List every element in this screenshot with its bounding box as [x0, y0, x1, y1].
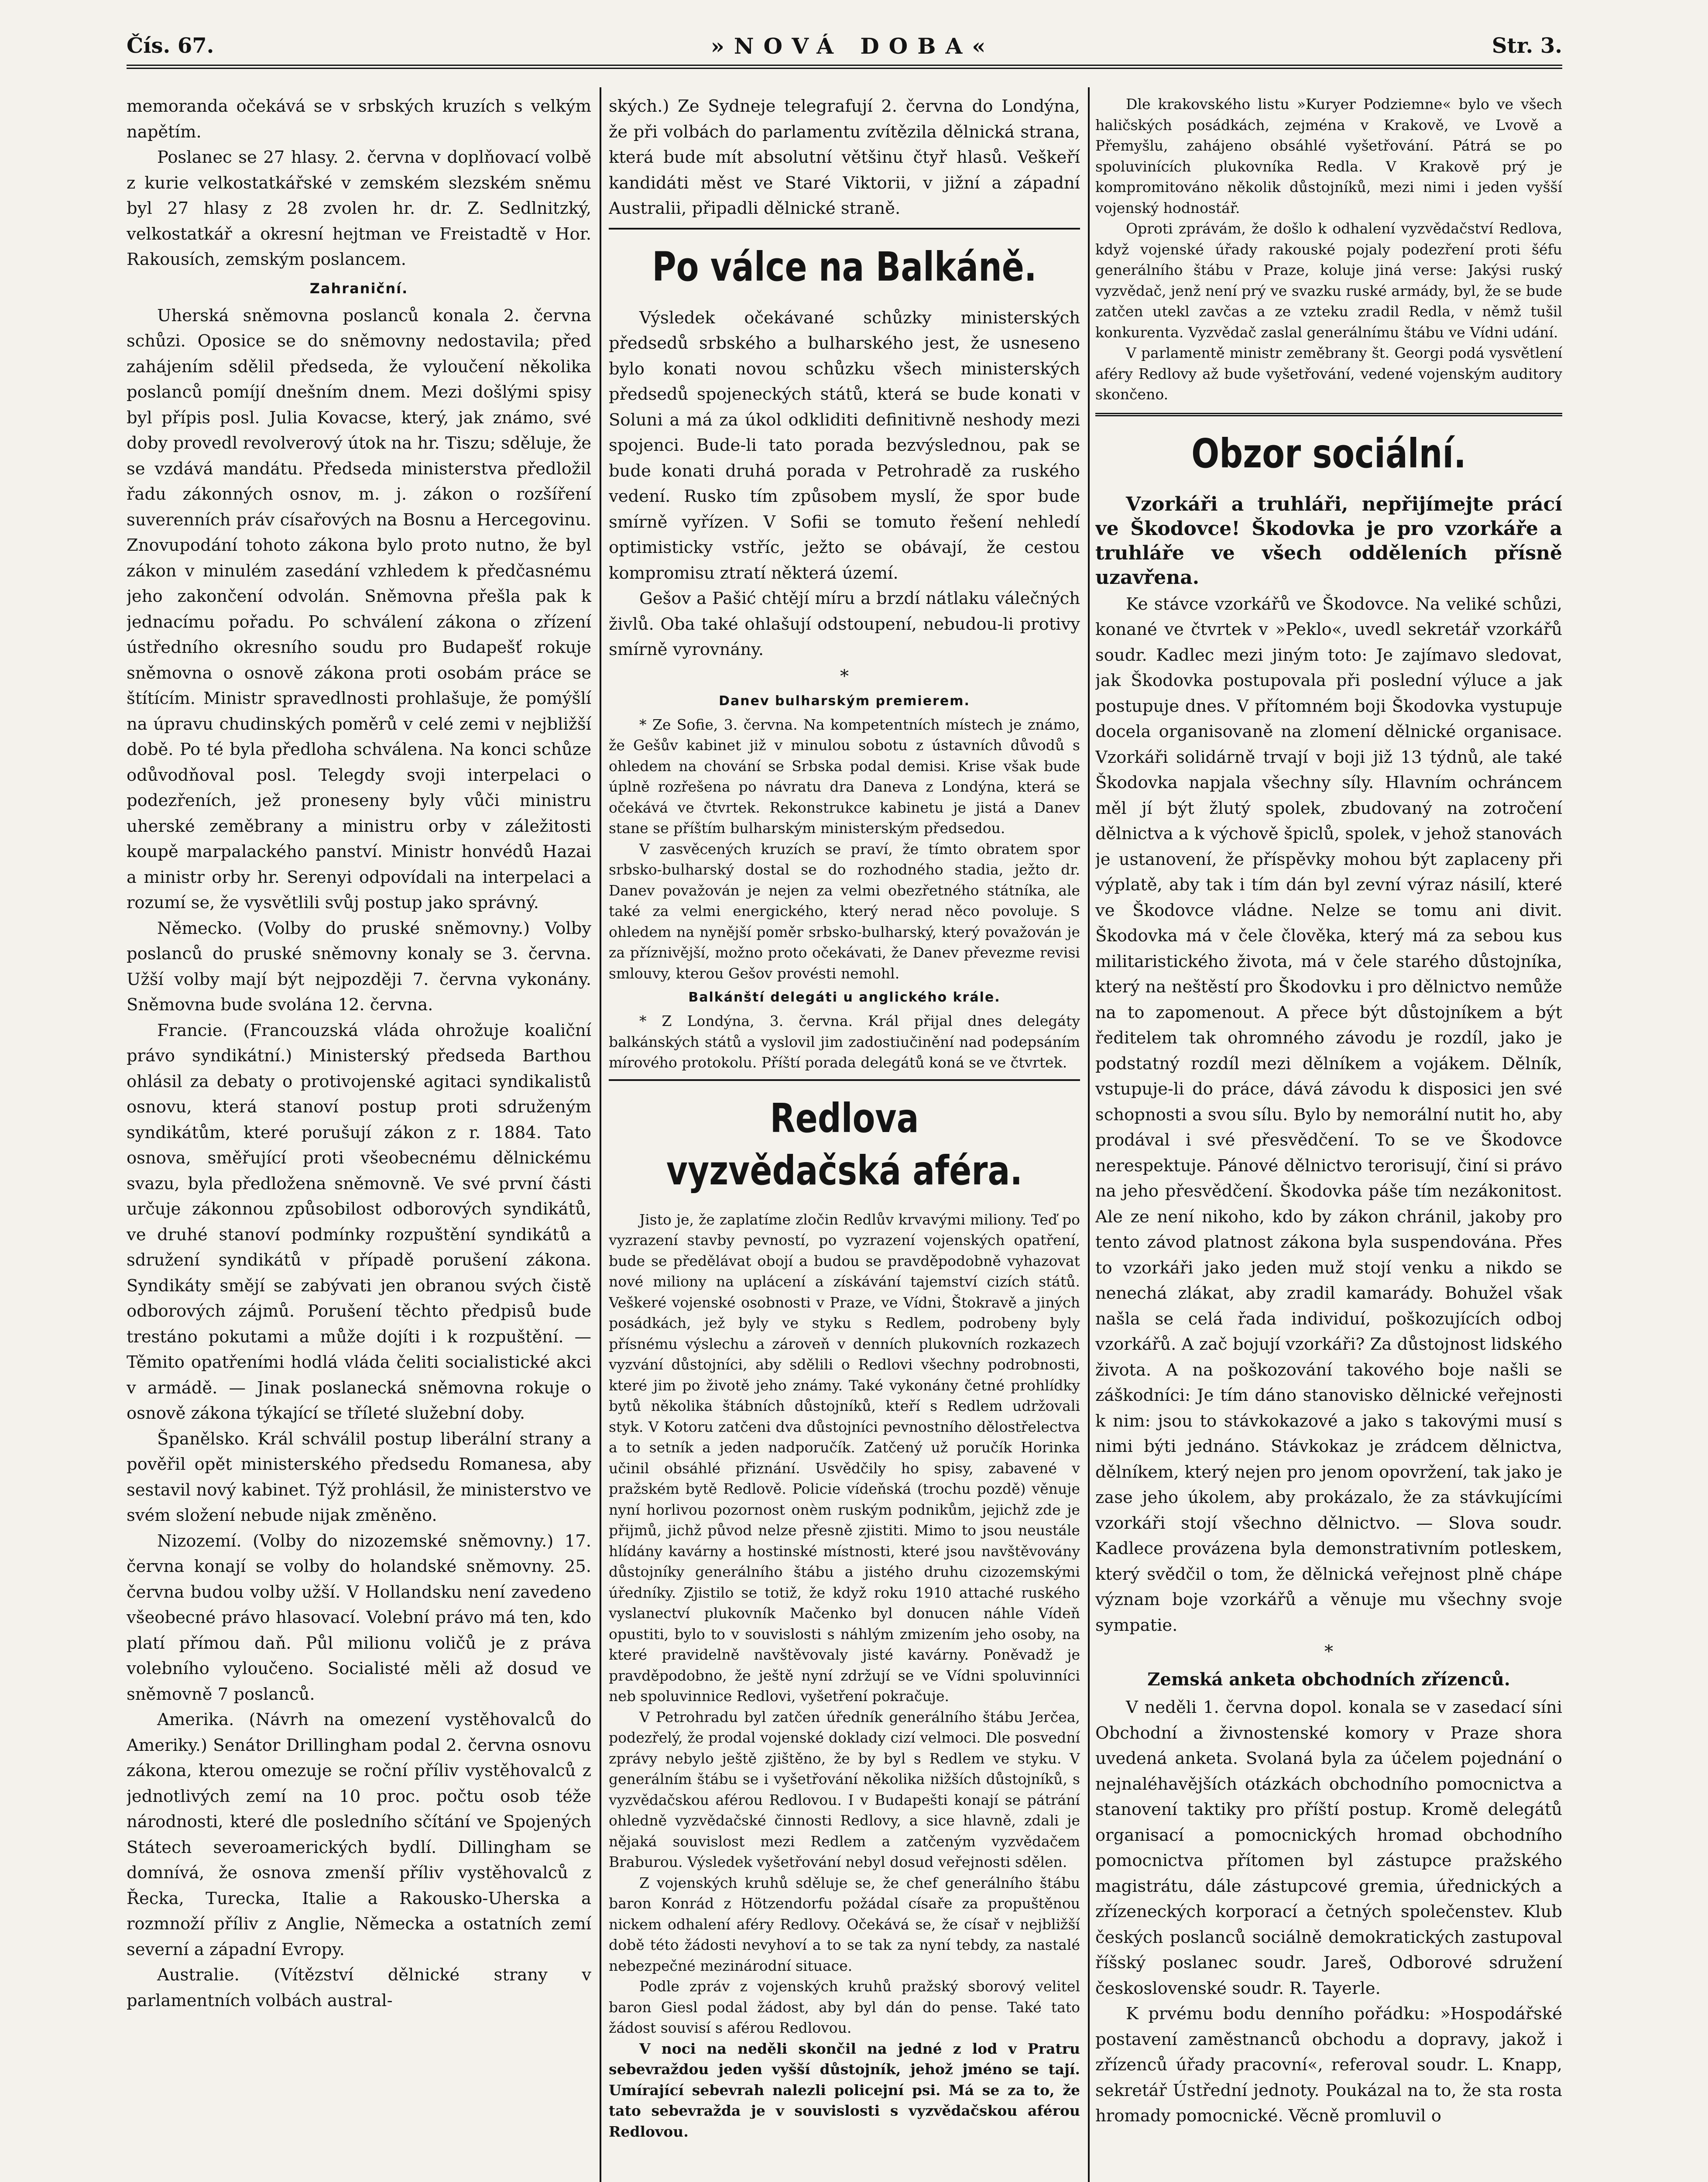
- paragraph: K prvému bodu denního pořádku: »Hospodářské postavení zaměstnanců obchodu a dopravy, jakož i zřízenců úřady pracovní«, referoval soudr. L. Knapp, sekretář Ústřední jednoty. Poukázal na to, že sta rosta hromady pomocnické. Věcně promluvil o: [1095, 2004, 1562, 2126]
- section-rubric: Zahraniční.: [309, 280, 408, 297]
- paragraph: memoranda očekává se v srbských kruzích s velkým napětím.: [127, 96, 591, 142]
- paragraph: Dle krakovského listu »Kuryer Podziemne« bylo ve všech haličských posádkách, zejména v Krakově, ve Lvově a Přemyšlu, zahájeno obsáhlé vyšetřování. Pátrá se po spoluvinících plukovníka Redla. V Krakově prý je kompromitováno několik důstojníků, mezi nimi i jeden vyšší vojenský hodnostář.: [1095, 96, 1562, 216]
- issue-number: Čís. 67.: [127, 34, 214, 58]
- paragraph: Jisto je, že zaplatíme zločin Redlův krvavými miliony. Teď po vyzrazení stavby pevností, po vyzrazení vojenských opatření, bude se předělávat obojí a budou se pravděpodobně vyhazovat nové miliony na uplácení a získávání tajemství cizích států. Veškeré vojenské osobnosti v Praze, ve Vídni, Štokravě a jiných posádkách, jež byly ve styku s Redlem, podrobeny byly přísnému výslechu a zároveň v denních plukovních rozkazech vyzvání důstojníci, aby sdělili o Redlovi všechny podrobnosti, které jim po životě jeho známy. Také vykonány četné prohlídky bytů několika štábních důstojníků, kteří s Redlem udržovali styk. V Kotoru zatčeni dva důstojníci pevnostního dělostřelectva a to setník a jeden nadporučík. Zatčený už poručík Horinka učinil obsáhlé přiznání. Usvědčily ho spisy, zabavené v pražském bytě Redlově. Policie vídeňská (trochu pozdě) věnuje nyní horlivou pozornost onèm ruským podnikům, jejichž zde je přijmů, jichž původ nelze přesně zjistiti. Mimo to jsou neustále hlídány kavárny a hostinské místnosti, které jsou navštěvovány důstojníky generálního štábu a jistého druhu cizozemskými úředníky. Zjistilo se totiž, že když roku 1910 attaché ruského vyslanectví plukovník Mačenko byl donucen náhle Vídeň opustiti, bylo to v souvislosti s náhlým zmizením jeho osoby, na které pravidelně navštěvovaly jisté kavárny. Poněvadž je pravděpodobno, že ještě nyní zdržují se ve Vídni spoluvinníci neb spoluvinnice Redlovi, vyšetření pokračuje.: [609, 1211, 1080, 1705]
- headline: Obzor sociální.: [1191, 430, 1466, 477]
- page-number: Str. 3.: [1492, 34, 1562, 58]
- column-2: [609, 94, 1080, 2182]
- paragraph: Z vojenských kruhů sděluje se, že chef generálního štábu baron Konrád z Hötzendorfu požádal císaře za propuštěnou nickem odhalení aféry Redlovy. Očekává se, že císař v nejbližší době této žádosti nevyhoví a to se tak za nyní tebdy, za nastalé nebezpečné mezinárodní situace.: [609, 1874, 1080, 1974]
- paragraph: Ke stávce vzorkářů ve Škodovce. Na veliké schůzi, konané ve čtvrtek v »Peklo«, uvedl sekretář vzorkářů soudr. Kadlec mezi jiným toto: Je zajímavo sledovat, jak Škodovka postupovala při poslední výluce a jak postupuje dnes. V přítomném boji Škodovka vystupuje docela organisovaně na zlomení dělnické organisace. Vzorkáři solidárně trvají v boji již 13 týdnů, ale také Škodovka napjala všechny síly. Hlavním ochráncem měl jí být žlutý spolek, zbudovaný na zotročení dělnictva a k výchově špiclů, spolek, v jehož stanovách je ustanovení, že příspěvky mohou být zaplaceny při výplatě, aby tak i tím dán byl zevní výraz násilí, které ve Škodovce vládne. Nelze se tomu ani divit. Škodovka má v čele člověka, který má za sebou kus militaristického života, má v čele starého důstojníka, který na neštěstí pro Škodovku i pro dělnictvo nemůže na to zapomenout. A přece být důstojníkem a být ředitelem tak ohromného závodu je rozdíl, jako je podstatný rozdíl mezi dělníkem a vojákem. Dělník, vstupuje-li do práce, dává závodu k disposici jen své schopnosti a svou sílu. Bylo by nemorální nutit ho, aby prodával i své přesvědčení. To se ve Škodovce nerespektuje. Pánové dělnictvo terorisují, činí si právo na jeho přesvědčení. Škodovka páše tím nezákonitost. Ale ze není nikoho, kdo by zákon chránil, jakoby pro tento závod platnost zákona byla suspendována. Přes to vzorkáři jako jeden muž stojí venku a nikdo se nenechá zlákat, aby zradil kamarády. Bohužel však našla se celá řada individuí, poškozujících odboj vzorkářů. A zač bojují vzorkáři? Za důstojnost lidského života. A na poškozování takového boje našli se záškodníci: Je tím dáno stanovisko dělnické veřejnosti k nim: jsou to stávkokazové a jako s takovými musí s nimi býti jednáno. Stávkokaz je zrádcem dělnictva, dělníkem, který nejen pro jenom opovržení, tak jako je zase jeho úkolem, aby prokázalo, že za stávkujícími vzorkáři stojí všechno dělnictvo. — Slova soudr. Kadlece provázena byla demonstrativním potleskem, který svědčil o tom, že dělnická veřejnost plně chápe význam boje vzorkářů a věnuje mu všechny svoje sympatie.: [1095, 594, 1562, 1635]
- paragraph: Gešov a Pašić chtějí míru a brzdí nátlaku válečných živlů. Oba také ohlašují odstoupení, nebudou-li protivy smírně vyrovnány.: [609, 589, 1080, 659]
- paragraph: ských.) Ze Sydneje telegrafují 2. června do Londýna, že při volbách do parlamentu zvítězila dělnická strana, která bude mít absolutní většinu čtyř hlasů. Veškeří kandidáti měst ve Staré Viktorii, v jižní a západní Australii, připadli dělnické straně.: [609, 96, 1080, 218]
- paragraph: Španělsko. Král schválil postup liberální strany a pověřil opět ministerského předsedu Romanesa, aby sestavil nový kabinet. Týž prohlásil, že ministerstvo ve svém složení nebude nijak změněno.: [127, 1429, 591, 1525]
- paragraph: Poslanec se 27 hlasy. 2. června v doplňovací volbě z kurie velkostatkářské v zemském slezském sněmu byl 27 hlasy z 28 zvolen hr. dr. Z. Sedlnitzký, velkostatkář a okresní hejtman ve Freistadtě v Hor. Rakousích, zemským poslancem.: [127, 148, 591, 269]
- lead-paragraph: Vzorkáři a truhláři, nepřijímejte prácí ve Škodovce! Škodovka je pro vzorkáře a truhláře ve všech odděleních přísně uzavřena.: [1095, 493, 1562, 589]
- paragraph: V noci na neděli skončil na jedné z lod v Pratru sebevraždou jeden vyšší důstojník, jehož jméno se tají. Umírající sebevrah nalezli policejní psi. Má se za to, že tato sebevražda je v souvislosti s vyzvědačskou aférou Redlovou.: [609, 2040, 1080, 2140]
- section-rule: [609, 228, 1080, 230]
- column-3: [1095, 94, 1562, 2182]
- separator-star: *: [1324, 1642, 1333, 1662]
- column-1: [127, 94, 591, 2182]
- section-rule: [609, 1079, 1080, 1081]
- paragraph: Amerika. (Návrh na omezení vystěhovalců do Ameriky.) Senátor Drillingham podal 2. června osnovu zákona, kterou omezuje se roční příliv vystěhovalců z jednotlivých zemí na 10 proc. počtu osob téže národnosti, které dle posledního sčítání ve Spojených Státech severoamerických bydlí. Dillingham se domnívá, že osnova zmenší příliv vystěhovalců z Řecka, Turecka, Italie a Rakousko-Uherska a rozmnoží příliv z Anglie, Německa a ostatních zemí severní a západní Evropy.: [127, 1710, 591, 1959]
- subtitle: Zemská anketa obchodních zřízenců.: [1147, 1669, 1510, 1690]
- paragraph: Francie. (Francouzská vláda ohrožuje koaliční právo syndikátní.) Ministerský předseda Barthou ohlásil za debaty o protivojenské agitaci syndikalistů osnovu, která stanoví postup proti sdruženým syndikátům, které porušují zákon z r. 1884. Tato osnova, směřující proti všeobecnému dělnickému svazu, byla předložena sněmovně. Ve své první části určuje zákonnou způsobilost odborových syndikátů, ve druhé stanoví podmínky rozpuštění syndikátů a sdružení syndikátů v případě porušení zákona. Syndikáty smějí se zabývati jen obranou svých čistě odborových zájmů. Porušení těchto předpisů bude trestáno pokutami a může dojíti i k rozpuštění. — Těmito opatřeními hodlá vláda čeliti socialistické akci v armádě. — Jinak poslanecká sněmovna rokuje o osnově zákona týkající se tříleté služební doby.: [127, 1020, 591, 1423]
- paragraph: Výsledek očekávané schůzky ministerských předsedů srbského a bulharského jest, že usneseno bylo konati novou schůzku všech ministerských předsedů spojeneckých států, která se bude konati v Soluni a má za úkol odkliditi definitivně neshody mezi spojenci. Bude-li tato porada bezvýslednou, pak se bude konati druhá porada v Petrohradě za ruského vedení. Rusko tím způsobem myslí, že spor bude smírně vyřízen. V Sofii se tomuto řešení nehledí optimisticky vstříc, ježto se obávají, že cestou kompromisu ztratí některá území.: [609, 308, 1080, 583]
- paragraph: V zasvěcených kruzích se praví, že tímto obratem spor srbsko-bulharský dostal se do rozhodného stadia, ježto dr. Danev považován je nejen za velmi obezřetného státníka, ale také za velmi energického, který nerad něco povoluje. S ohledem na nynější poměr srbsko-bulharský, který považován je za příznivější, možno proto očekávati, že Danev převezme revisi smlouvy, kterou Gešov provésti nemohl.: [609, 840, 1080, 982]
- page-header: [127, 26, 1562, 65]
- masthead-title: »NOVÁ DOBA«: [710, 33, 995, 59]
- paragraph: Nizozemí. (Volby do nizozemské sněmovny.) 17. června konají se volby do holandské sněmovny. 25. června budou volby užší. V Hollandsku není zavedeno všeobecné právo hlasovací. Volební právo má ten, kdo platí přímou daň. Půl milionu voličů je z práva volebního vyloučeno. Socialisté měli až dosud ve sněmovně 7 poslanců.: [127, 1531, 591, 1704]
- paragraph: * Z Londýna, 3. června. Král přijal dnes delegáty balkánských států a vyslovil jim zadostiučinění nad podepsáním mírového protokolu. Příští porada delegátů koná se ve čtvrtek.: [609, 1012, 1080, 1071]
- header-rule: [127, 65, 1562, 69]
- section-rule: [1095, 413, 1562, 416]
- paragraph: Německo. (Volby do pruské sněmovny.) Volby poslanců do pruské sněmovny konaly se 3. června. Užší volby mají být nejpozději 7. června vykonány. Sněmovna bude svolána 12. června.: [127, 918, 591, 1015]
- column-divider: [1088, 87, 1090, 2182]
- paragraph: V Petrohradu byl zatčen úředník generálního štábu Jerčea, podezřelý, že prodal vojenské doklady cizí velmoci. Dle posvední zprávy nebylo ještě zjištěno, že by byl s Redlem ve styku. V generálním štábu se i vyšetřování několika nižších důstojníků, s vyzvědačskou aférou Redlovou. I v Budapešti konají se pátrání ohledně vyzvědačské činnosti Redlovy, a sice hlavně, zdali je nějaká souvislost mezi Redlem a zatčeným vyzvědačem Braburou. Výsledek vyšetřování nebyl dosud veřejnosti sdělen.: [609, 1708, 1080, 1870]
- paragraph: V neděli 1. června dopol. konala se v zasedací síni Obchodní a živnostenské komory v Praze shora uvedená anketa. Svolaná byla za účelem pojednání o nejnaléhavějších otázkách obchodního pomocnictva a stanovení taktiky pro příští postup. Kromě delegátů organisací a pomocnických hromad obchodního pomocnictva přítomen byl zástupce pražského magistrátu, dále zástupcové gremia, úřednických a zřízeneckých korporací a četných společenstev. Klub českých poslanců sociálně demokratických zastupoval říšský poslanec soudr. Jareš, Odborové sdružení československé soudr. R. Tayerle.: [1095, 1698, 1562, 1998]
- section-rubric: Danev bulharským premierem.: [719, 693, 970, 709]
- paragraph: Australie. (Vítězství dělnické strany v parlamentních volbách austral-: [127, 1965, 591, 2010]
- paragraph: V parlamentě ministr zeměbrany št. Georgi podá vysvětlení aféry Redlovy až bude vyšetřování, vedené vojenským auditory skončeno.: [1095, 344, 1562, 403]
- paragraph: Oproti zprávám, že došlo k odhalení vyzvědačství Redlova, když vojenské úřady rakouské pojaly podezření proti šéfu generálního štábu v Praze, koluje jiná verse: Jakýsi ruský vyzvědač, jenž není prý ve svazku ruské armády, byl, že se bude zatčen utekl zavčas a ze vzteku zradil Redla, v němž tušil konkurenta. Vyzvědač zaslal generálnímu štábu ve Vídni udání.: [1095, 220, 1562, 341]
- separator-star: *: [840, 666, 849, 686]
- paragraph: Podle zpráv z vojenských kruhů pražský sborový velitel baron Giesl podal žádost, aby byl dán do pense. Také tato žádost souvisí s aférou Redlovou.: [609, 1978, 1080, 2036]
- paragraph: Uherská sněmovna poslanců konala 2. června schůzi. Oposice se do sněmovny nedostavila; před zahájením sdělil předseda, že vyloučení několika poslanců pomíjí dnešním dnem. Mezi došlými spisy byl přípis posl. Julia Kovacse, který, jak známo, své doby provedl revolverový útok na hr. Tiszu; sděluje, že se vzdává mandátu. Předseda ministerstva předložil řadu zákonných osnov, m. j. zákon o rozšíření suverenních práv císařových na Bosnu a Hercegovinu. Znovupodání tohoto zákona bylo proto nutno, že byl zákon v minulém zasedání vzhledem k předčasnému jeho zakončení odvolán. Sněmovna přešla pak k jednacímu pořadu. Po schválení zákona o zřízení ústředního okresního soudu pro Budapešť rokuje sněmovna o osnově zákona proti osobám práce se štítícím. Ministr spravedlnosti prohlašuje, že pomýšlí na úpravu chudinských poměrů v celé zemi v nejbližší době. Po té byla předloha schválena. Na konci schůze odůvodňoval posl. Telegdy svoji interpelaci o podezřeních, jež proneseny byly vůči ministru uherské zeměbrany a ministru orby v záležitosti koupě marpalackého panství. Ministr honvédů Hazai a ministr orby hr. Serenyi odpovídali na interpelaci a rozumí se, že vysvětlili svůj postup jako správný.: [127, 305, 591, 913]
- section-rubric: Balkánští delegáti u anglického krále.: [688, 990, 1001, 1005]
- headline: Po válce na Balkáně.: [652, 243, 1037, 290]
- paragraph: * Ze Sofie, 3. června. Na kompetentních místech je známo, že Gešův kabinet již v minulou sobotu z ústavních důvodů s ohledem na chování se Srbska podal demisi. Krise však bude úplně rozřešena po návratu dra Daneva z Londýna, která se očekává ve čtvrtek. Rekonstrukce kabinetu je jistá a Danev stane se příštím bulharským ministerským předsedou.: [609, 716, 1080, 837]
- column-divider: [600, 87, 601, 2182]
- headline: Redlova vyzvědačská aféra.: [666, 1094, 1023, 1194]
